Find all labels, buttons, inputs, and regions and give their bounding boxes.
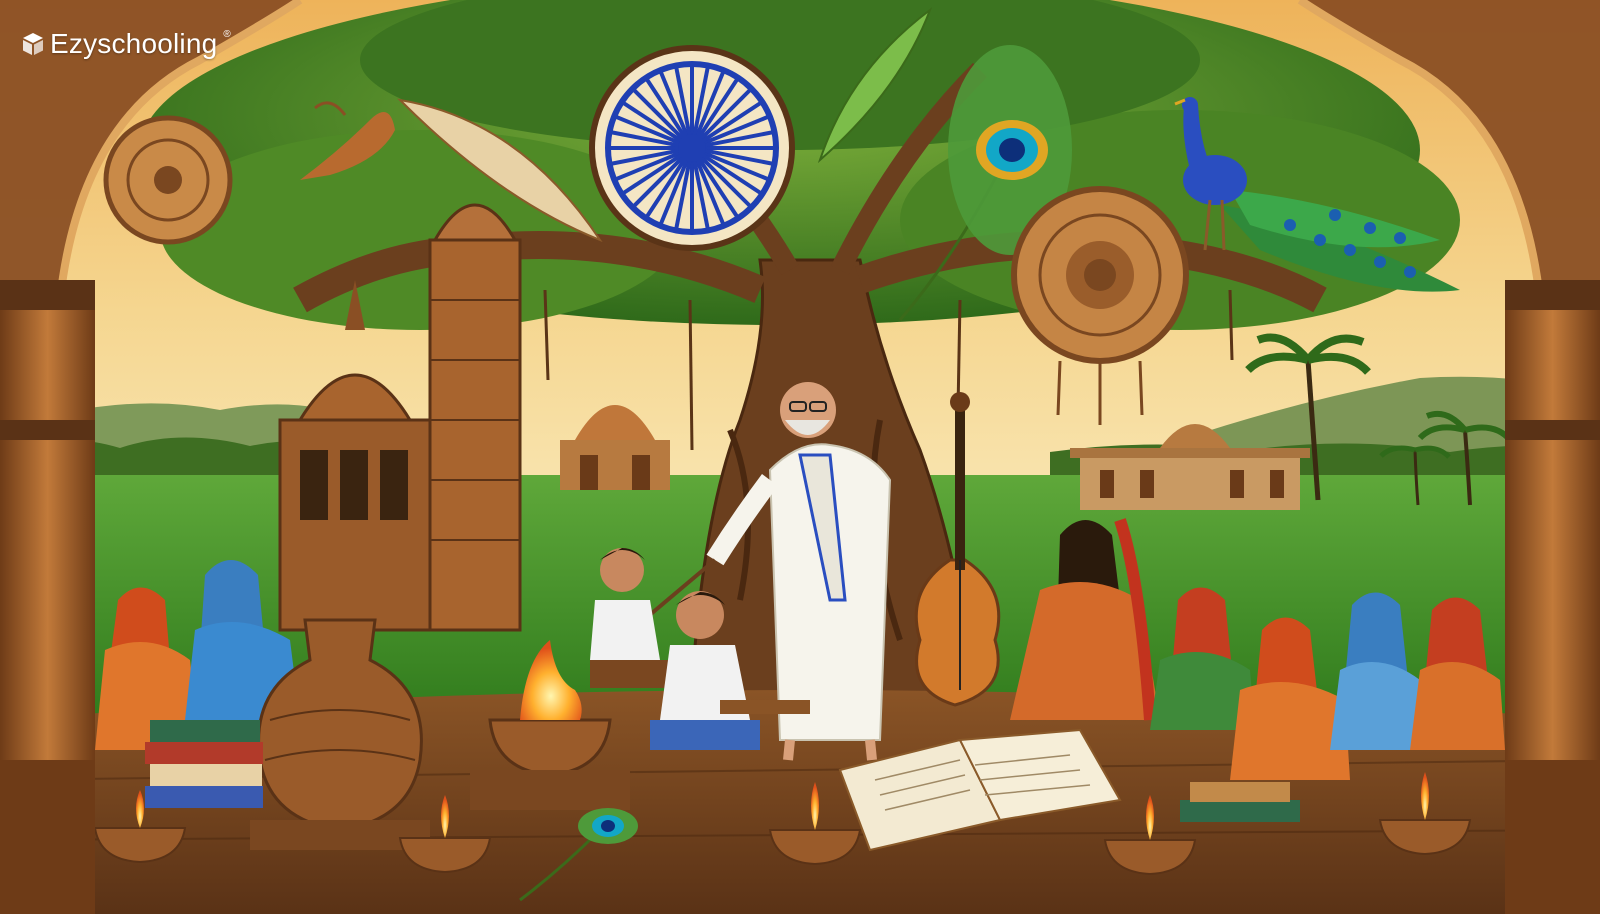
registered-mark: ® [223, 28, 231, 40]
book-stack [145, 720, 263, 808]
books-right [1180, 782, 1300, 822]
brand-cube-icon [22, 32, 44, 56]
pillar-left [0, 280, 95, 914]
brand-logo[interactable] [22, 24, 231, 64]
wooden-medallion-left [106, 118, 230, 242]
ashoka-chakra [592, 48, 792, 248]
brand-name: Ezyschooling [50, 28, 218, 59]
pillar-right [1505, 280, 1600, 914]
